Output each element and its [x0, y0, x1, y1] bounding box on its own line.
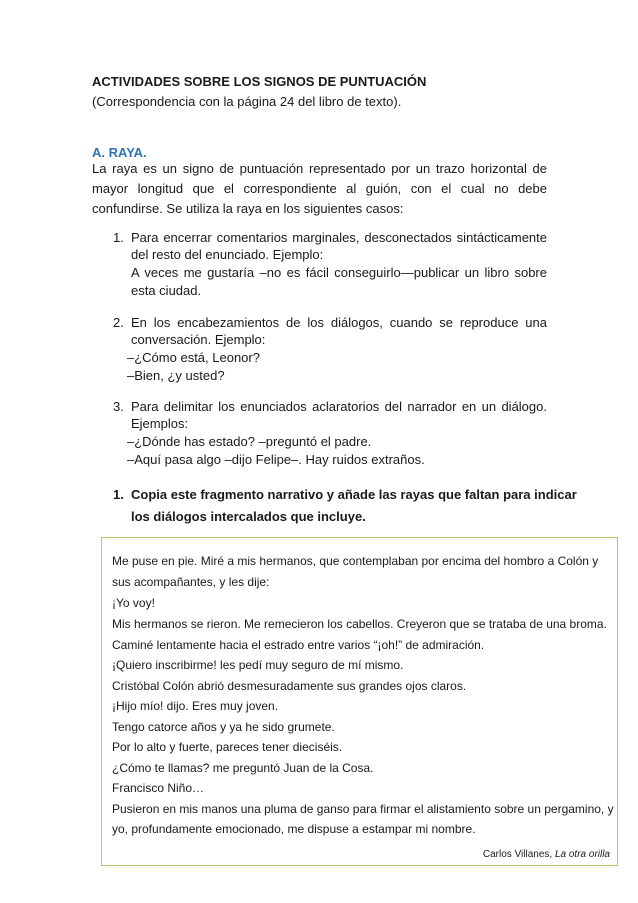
section-heading: A. RAYA.	[92, 145, 147, 160]
list-number: 2.	[113, 315, 124, 330]
passage-line: Tengo catorce años y ya he sido grumete.	[112, 720, 335, 734]
example-line: esta ciudad.	[131, 283, 202, 298]
example-line: –¿Cómo está, Leonor?	[127, 350, 260, 365]
list-item-line: conversación. Ejemplo:	[131, 332, 266, 347]
passage-line: Caminé lentamente hacia el estrado entre varios “¡oh!” de admiración.	[112, 638, 485, 652]
list-number: 1.	[113, 230, 124, 245]
passage-line: Cristóbal Colón abrió desmesuradamente sus grandes ojos claros.	[112, 679, 467, 693]
passage-line: Pusieron en mis manos una pluma de ganso para firmar el alistamiento sobre un pergamino, y	[112, 802, 614, 816]
list-item-line: del resto del enunciado. Ejemplo:	[131, 247, 324, 262]
passage-line: yo, profundamente emocionado, me dispuse a estampar mi nombre.	[112, 822, 476, 836]
intro-line: mayor longitud que el correspondiente al guión, con el cual no debe	[92, 181, 547, 196]
example-line: –¿Dónde has estado? –preguntó el padre.	[127, 434, 372, 449]
intro-line: confundirse. Se utiliza la raya en los siguientes casos:	[92, 201, 404, 216]
list-number: 3.	[113, 399, 124, 414]
author-name: Carlos Villanes,	[482, 849, 553, 860]
example-line: –Aquí pasa algo –dijo Felipe–. Hay ruidos extraños.	[127, 452, 425, 467]
passage-line: Francisco Niño…	[112, 781, 205, 795]
exercise-instruction: los diálogos intercalados que incluye.	[131, 509, 366, 524]
exercise-instruction: Copia este fragmento narrativo y añade las rayas que faltan para indicar	[131, 487, 577, 502]
passage-line: ¡Hijo mío! dijo. Eres muy joven.	[112, 699, 279, 713]
page-subtitle: (Correspondencia con la página 24 del libro de texto).	[92, 94, 402, 109]
exercise-number: 1.	[113, 487, 124, 502]
passage-line: ¡Yo voy!	[112, 596, 155, 610]
passage-line: ¡Quiero inscribirme! les pedí muy seguro de mí mismo.	[112, 658, 404, 672]
list-item-line: Para delimitar los enunciados aclaratorios del narrador en un diálogo.	[131, 399, 547, 414]
list-item-line: Para encerrar comentarios marginales, desconectados sintácticamente	[131, 230, 547, 245]
intro-line: La raya es un signo de puntuación representado por un trazo horizontal de	[92, 161, 547, 176]
example-line: –Bien, ¿y usted?	[127, 368, 225, 383]
passage-attribution	[483, 849, 610, 860]
passage-line: Por lo alto y fuerte, pareces tener dieciséis.	[112, 740, 343, 754]
list-item-line: En los encabezamientos de los diálogos, cuando se reproduce una	[131, 315, 547, 330]
work-title: La otra orilla	[554, 849, 610, 860]
list-item-line: Ejemplos:	[131, 416, 189, 431]
passage-line: sus acompañantes, y les dije:	[112, 575, 270, 589]
example-line: A veces me gustaría –no es fácil conseguirlo—publicar un libro sobre	[131, 265, 547, 280]
page-title: ACTIVIDADES SOBRE LOS SIGNOS DE PUNTUACIÓN	[92, 74, 427, 89]
passage-line: Mis hermanos se rieron. Me remecieron los cabellos. Creyeron que se trataba de una broma.	[112, 617, 607, 631]
passage-line: Me puse en pie. Miré a mis hermanos, que contemplaban por encima del hombro a Colón y	[112, 554, 599, 568]
passage-line: ¿Cómo te llamas? me preguntó Juan de la Cosa.	[112, 761, 374, 775]
